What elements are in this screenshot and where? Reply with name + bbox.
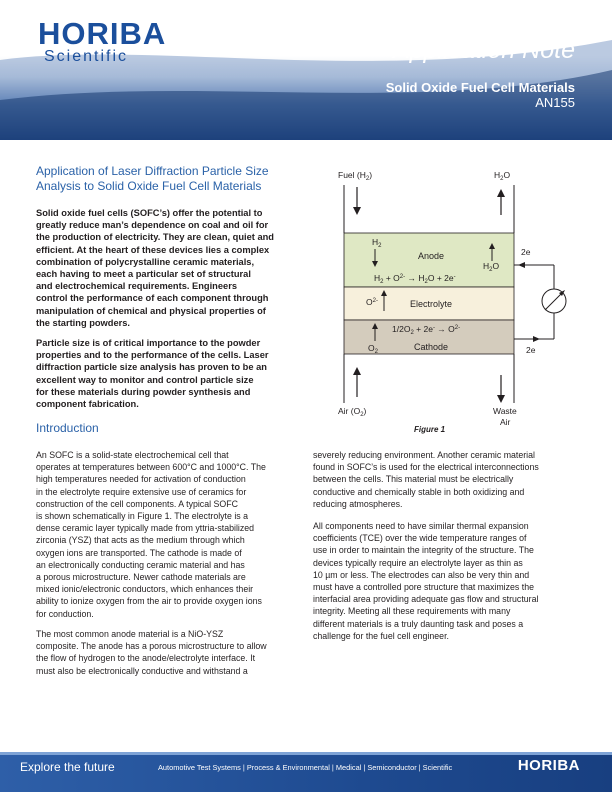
water-outlet-label: $H_2O$: [494, 170, 511, 182]
logo-subtitle: Scientific: [44, 48, 129, 65]
text-line: combination of polycrystalline ceramic materials,: [36, 256, 255, 267]
text-line: The most common anode material is a NiO-YSZ: [36, 629, 224, 639]
air-inlet-label: Air $(O_2)$: [338, 406, 367, 418]
text-line: control the performance of each component through: [36, 293, 269, 304]
header-banner: [0, 0, 612, 140]
sofc-diagram: [330, 165, 580, 445]
note-code: AN155: [535, 95, 575, 110]
anode-h2-label: $H_2$: [372, 237, 382, 249]
electron-arrow-top: [518, 262, 525, 268]
intro-paragraph-3: [313, 449, 581, 510]
text-line: and electrochemical requirements. Engineers: [36, 281, 237, 292]
text-line: An SOFC is a solid-state electrochemical cell that: [36, 450, 229, 460]
text-line: mixed ionic/electronic conductors, which enhances their: [36, 584, 254, 595]
text-line: coefficients (TCE) over the wide temperature ranges of: [313, 533, 527, 544]
figure-caption: Figure 1: [414, 425, 446, 434]
intro-paragraph-2: [36, 628, 304, 677]
footer-logo: HORIBA: [517, 757, 580, 774]
text-line: in the electrolyte require extensive use of ceramics for: [36, 486, 247, 497]
text-line: excellent way to monitor and control particle size: [36, 374, 254, 385]
text-line: the starting powders.: [36, 317, 131, 328]
text-line: challenge for the fuel cell engineer.: [313, 630, 449, 641]
text-line: interfacial area providing adequate gas flow and structural: [313, 594, 539, 605]
text-line: the production of electricity. They are clean, quiet and: [36, 232, 274, 243]
text-line: 10 µm or less. The electrodes can also be very thin and: [313, 569, 530, 580]
text-line: manipulation of chemical and physical properties of: [36, 305, 266, 316]
fuel-in-arrow: [353, 187, 361, 215]
footer-accent-line: [0, 752, 612, 755]
document-type: Application Note: [392, 36, 575, 64]
logo-brand: HORIBA: [38, 16, 167, 51]
electrolyte-oxygen-ion: $O^{2-}$: [366, 297, 378, 307]
introduction-heading: Introduction: [36, 421, 99, 435]
text-line: integrity. Meeting all these requirements with many: [313, 606, 511, 617]
footer-bar: [0, 752, 612, 792]
text-line: ability to ionize oxygen from the air to provide oxygen ions: [36, 596, 262, 607]
note-title: Solid Oxide Fuel Cell Materials: [385, 80, 575, 95]
fuel-inlet-label: Fuel $(H_2)$: [338, 170, 373, 182]
anode-reaction: $H_2 + O^{2-} \to H_2O + 2e^-$: [374, 273, 456, 285]
text-line: severely reducing environment. Another ceramic material: [313, 450, 535, 460]
text-line: dense ceramic layer typically made from yttria-stabilized: [36, 523, 255, 534]
text-line: for these materials during powder synthesis and: [36, 386, 251, 397]
article-title: [36, 164, 316, 194]
text-line: an electronically conducting ceramic material and has: [36, 559, 245, 570]
text-line: reducing atmospheres.: [313, 498, 403, 509]
article-title-line-2: Analysis to Solid Oxide Fuel Cell Materials: [36, 179, 262, 193]
text-line: zirconia (YSZ) that acts as the medium through which: [36, 535, 245, 546]
text-line: properties and to the performance of the cells. Laser: [36, 350, 269, 361]
cathode-reaction: $1/2O_2 + 2e^- \to O^{2-}$: [392, 324, 461, 336]
anode-h2o-label: $H_2O$: [483, 261, 500, 273]
text-line: All components need to have similar thermal expansion: [313, 521, 529, 531]
text-line: a porous microstructure. Newer cathode materials are: [36, 572, 246, 583]
text-line: operates at temperatures between 600°C and 1000°C. The: [36, 462, 266, 473]
cathode-label: Cathode: [414, 342, 449, 352]
text-line: diffraction particle size analysis has proven to be an: [36, 362, 267, 373]
load-symbol: [542, 289, 566, 313]
text-line: each having to meet a particular set of structural: [36, 269, 251, 280]
text-line: greatly reduce man’s dependence on coal and oil for: [36, 220, 269, 231]
text-line: different materials is a truly daunting task and poses a: [313, 618, 524, 629]
intro-paragraph-4: [313, 520, 581, 642]
text-line: high temperatures needed for activation of conduction: [36, 474, 246, 485]
horiba-logo: [38, 18, 166, 66]
waste-air-label-2: Air: [500, 417, 511, 427]
lead-paragraph-2: [36, 337, 308, 410]
text-line: conductive and chemically stable in both oxidizing and: [313, 486, 525, 497]
text-line: Solid oxide fuel cells (SOFC’s) offer the potential to: [36, 208, 263, 218]
text-line: must have a controlled pore structure that maximizes the: [313, 582, 535, 593]
text-line: composite. The anode has a porous microstructure to allow: [36, 641, 267, 652]
anode-label: Anode: [418, 251, 445, 261]
text-line: found in SOFC’s is used for the electrical interconnections: [313, 462, 539, 473]
footer-tagline: Explore the future: [20, 760, 115, 774]
electron-arrow-bottom: [533, 336, 540, 342]
text-line: devices typically require an electrolyte layer as thin as: [313, 557, 523, 568]
text-line: between the cells. This material must be electrically: [313, 474, 514, 485]
text-line: construction of the cell components. A typical SOFC: [36, 498, 238, 509]
text-line: component fabrication.: [36, 399, 139, 410]
water-out-arrow: [497, 189, 505, 215]
lead-paragraph-1: [36, 207, 308, 329]
text-line: the flow of hydrogen to the anode/electrolyte interface. It: [36, 653, 256, 664]
cathode-o2-label: $O_2$: [368, 343, 378, 355]
text-line: for conduction.: [36, 608, 94, 619]
intro-paragraph-1: [36, 449, 304, 620]
text-line: Particle size is of critical importance to the powder: [36, 338, 261, 348]
footer-divisions: Automotive Test Systems | Process & Environmental | Medical | Semiconductor | Scientific: [158, 763, 453, 772]
electron-label-bottom: 2e: [526, 345, 536, 355]
air-in-arrow: [353, 367, 361, 397]
text-line: must also be electronically conductive and withstand a: [36, 665, 248, 676]
waste-out-arrow: [497, 375, 505, 403]
text-line: efficient. At the heart of these devices lies a complex: [36, 244, 270, 255]
article-title-line-1: Application of Laser Diffraction Particle Size: [36, 164, 269, 178]
electron-label-top: 2e: [521, 247, 531, 257]
text-line: is shown schematically in Figure 1. The electrolyte is a: [36, 511, 249, 522]
text-line: use in order to maintain the integrity of the structure. The: [313, 545, 534, 556]
waste-air-label: Waste: [493, 406, 517, 416]
text-line: oxygen ions are transported. The cathode is made of: [36, 547, 242, 558]
electrolyte-label: Electrolyte: [410, 299, 453, 309]
